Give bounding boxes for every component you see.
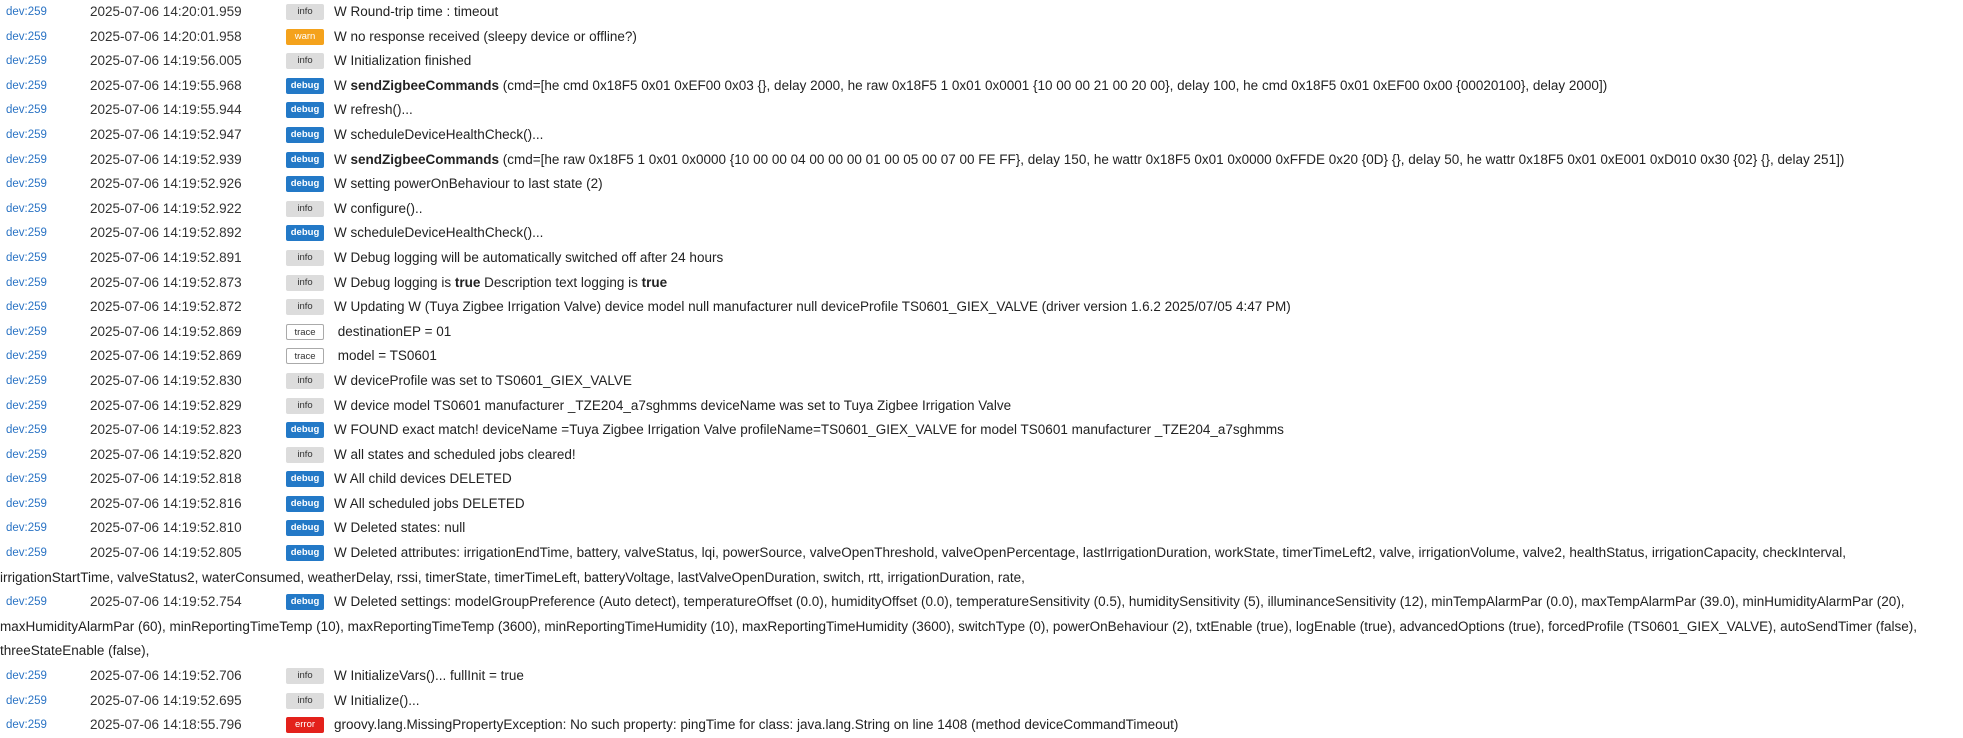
level-badge: info [286,693,324,709]
log-timestamp: 2025-07-06 14:19:52.820 [90,446,242,462]
level-badge: debug [286,422,324,438]
level-badge: info [286,299,324,315]
log-entry [0,394,1963,419]
level-badge: debug [286,225,324,241]
log-entry [0,344,1963,369]
log-timestamp: 2025-07-06 14:19:52.830 [90,372,242,388]
log-timestamp: 2025-07-06 14:19:52.818 [90,471,242,487]
level-badge: info [286,447,324,463]
device-link[interactable]: dev:259 [6,374,47,387]
log-message: W FOUND exact match! deviceName =Tuya Zigbee Irrigation Valve profileName=TS0601_GIEX_VALVE for model TS0601 manufacturer _TZE204_a7sghmms [334,422,1284,438]
device-link[interactable]: dev:259 [6,128,47,141]
log-message: W sendZigbeeCommands (cmd=[he raw 0x18F5 1 0x01 0x0000 {10 00 00 04 00 00 00 01 00 05 00 07 00 FE FF}, delay 150, he wattr 0x18F5 0x01 0x0000 0xFFDE 0x20 {0D} {}, delay 50, he wattr 0x18F5 0x01 0xE001 0xD010 0x30 {02} {}, delay 251]) [334,151,1845,167]
level-badge: debug [286,520,324,536]
device-link[interactable]: dev:259 [6,694,47,707]
log-entry [0,0,1963,25]
log-message: W setting powerOnBehaviour to last state (2) [334,176,603,192]
log-entry [0,443,1963,468]
log-message: W Debug logging is true Description text logging is true [334,274,668,290]
device-link[interactable]: dev:259 [6,6,47,18]
log-entry [0,98,1963,123]
log-message: W InitializeVars()... fullInit = true [334,668,524,684]
device-link[interactable]: dev:259 [6,719,47,732]
log-timestamp: 2025-07-06 14:19:55.944 [90,102,242,118]
device-link[interactable]: dev:259 [6,227,47,240]
log-entry [0,74,1963,99]
log-entry [0,295,1963,320]
level-badge: debug [286,152,324,168]
log-entry [0,197,1963,222]
log-message: W refresh()... [334,102,413,118]
log-entry [0,664,1963,689]
level-badge: trace [286,324,324,340]
level-badge: debug [286,102,324,118]
log-timestamp: 2025-07-06 14:19:52.922 [90,200,242,216]
log-timestamp: 2025-07-06 14:19:52.892 [90,225,242,241]
level-badge: debug [286,78,324,94]
log-timestamp: 2025-07-06 14:19:56.005 [90,53,242,69]
device-link[interactable]: dev:259 [6,55,47,68]
device-link[interactable]: dev:259 [6,202,47,215]
level-badge: warn [286,29,324,45]
log-message: W Updating W (Tuya Zigbee Irrigation Valve) device model null manufacturer null deviceProfile TS0601_GIEX_VALVE (driver version 1.6.2 2025/07/05 4:47 PM) [334,299,1291,315]
log-timestamp: 2025-07-06 14:20:01.959 [90,4,242,19]
log-timestamp: 2025-07-06 14:19:52.926 [90,176,242,192]
log-entry [0,172,1963,197]
level-badge: trace [286,348,324,364]
log-message: W all states and scheduled jobs cleared! [334,446,576,462]
log-entry [0,541,1963,590]
log-timestamp: 2025-07-06 14:19:52.947 [90,126,242,142]
log-entry [0,418,1963,443]
log-timestamp: 2025-07-06 14:19:52.869 [90,323,242,339]
log-message: W Deleted states: null [334,520,466,536]
device-link[interactable]: dev:259 [6,79,47,92]
log-message: W Round-trip time : timeout [334,4,499,19]
log-message: W scheduleDeviceHealthCheck()... [334,225,544,241]
level-badge: info [286,668,324,684]
log-message: groovy.lang.MissingPropertyException: No such property: pingTime for class: java.lang.String on line 1408 (method deviceCommandTimeout) [334,717,1179,733]
log-entry [0,689,1963,714]
device-link[interactable]: dev:259 [6,522,47,535]
device-link[interactable]: dev:259 [6,276,47,289]
log-timestamp: 2025-07-06 14:19:52.939 [90,151,242,167]
log-timestamp: 2025-07-06 14:19:52.816 [90,495,242,511]
log-timestamp: 2025-07-06 14:19:52.805 [90,545,242,561]
log-message: W Debug logging will be automatically switched off after 24 hours [334,249,724,265]
level-badge: debug [286,594,324,610]
log-timestamp: 2025-07-06 14:19:52.869 [90,348,242,364]
log-message: W sendZigbeeCommands (cmd=[he cmd 0x18F5 0x01 0xEF00 0x03 {}, delay 2000, he raw 0x18F5 1 0x01 0x0001 {10 00 00 21 00 20 00}, delay 100, he cmd 0x18F5 0x01 0xEF00 0x00 {00020100}, delay 2000]) [334,77,1608,93]
level-badge: info [286,250,324,266]
log-message: W Deleted settings: modelGroupPreference (Auto detect), temperatureOffset (0.0), humidityOffset (0.0), temperatureSensitivity (0.5), humiditySensitivity (5), illuminanceSensitivity (12), minTempAlarmPar (0.0), maxTempAlarmPar (39.0), minHumidityAlarmPar (20), maxHumidityAlarmPar (60), minReportingTimeTemp (10), maxReportingTimeTemp (3600), minReportingTimeHumidity (10), maxReportingTimeHumidity (3600), switchType (0), powerOnBehaviour (2), txtEnable (true), logEnable (true), advancedOptions (true), forcedProfile (TS0601_GIEX_VALVE), autoSendTimer (false), threeStateEnable (false), [0,594,1917,659]
level-badge: error [286,717,324,733]
log-message: W All child devices DELETED [334,471,512,487]
log-entry [0,221,1963,246]
level-badge: info [286,4,324,20]
log-message: destinationEP = 01 [334,323,452,339]
log-message: model = TS0601 [334,348,437,364]
log-timestamp: 2025-07-06 14:19:52.873 [90,274,242,290]
log-timestamp: 2025-07-06 14:19:52.695 [90,692,242,708]
log-message: W Deleted attributes: irrigationEndTime, battery, valveStatus, lqi, powerSource, valveOpenThreshold, valveOpenPercentage, lastIrrigationDuration, workState, timerTimeLeft2, valve, irrigationVolume, valve2, healthStatus, irrigationCapacity, checkInterval, irrigationStartTime, valveStatus2, waterConsumed, weatherDelay, rssi, timerState, timerTimeLeft, batteryVoltage, lastValveOpenDuration, switch, rtt, irrigationDuration, rate, [0,545,1846,585]
device-link[interactable]: dev:259 [6,325,47,338]
device-link[interactable]: dev:259 [6,301,47,314]
level-badge: debug [286,545,324,561]
log-entry [0,467,1963,492]
device-link[interactable]: dev:259 [6,399,47,412]
log-entry [0,246,1963,271]
log-entry [0,492,1963,517]
device-link[interactable]: dev:259 [6,178,47,191]
log-entry [0,516,1963,541]
log-timestamp: 2025-07-06 14:19:55.968 [90,77,242,93]
log-message: W deviceProfile was set to TS0601_GIEX_VALVE [334,372,632,388]
log-message: W no response received (sleepy device or offline?) [334,28,637,44]
level-badge: debug [286,127,324,143]
device-link[interactable]: dev:259 [6,448,47,461]
log-entry [0,123,1963,148]
level-badge: info [286,275,324,291]
log-message: W All scheduled jobs DELETED [334,495,525,511]
log-timestamp: 2025-07-06 14:19:52.891 [90,249,242,265]
log-timestamp: 2025-07-06 14:20:01.958 [90,28,242,44]
log-timestamp: 2025-07-06 14:19:52.706 [90,668,242,684]
log-entry [0,25,1963,50]
level-badge: info [286,373,324,389]
log-timestamp: 2025-07-06 14:19:52.754 [90,594,242,610]
device-link[interactable]: dev:259 [6,670,47,683]
log-entry [0,369,1963,394]
device-link[interactable]: dev:259 [6,424,47,437]
log-timestamp: 2025-07-06 14:18:55.796 [90,717,242,733]
log-message: W device model TS0601 manufacturer _TZE204_a7sghmms deviceName was set to Tuya Zigbee Irrigation Valve [334,397,1012,413]
level-badge: info [286,201,324,217]
device-link[interactable]: dev:259 [6,251,47,264]
device-link[interactable]: dev:259 [6,547,47,560]
log-entry [0,148,1963,173]
level-badge: debug [286,496,324,512]
device-link[interactable]: dev:259 [6,473,47,486]
device-link[interactable]: dev:259 [6,30,47,43]
log-timestamp: 2025-07-06 14:19:52.872 [90,299,242,315]
log-entry [0,320,1963,345]
log-message: W configure().. [334,200,423,216]
log-message: W Initialize()... [334,692,420,708]
level-badge: info [286,53,324,69]
log-timestamp: 2025-07-06 14:19:52.829 [90,397,242,413]
device-link[interactable]: dev:259 [6,350,47,363]
log-timestamp: 2025-07-06 14:19:52.823 [90,422,242,438]
device-link[interactable]: dev:259 [6,104,47,117]
log-entry [0,590,1963,664]
log-message: W Initialization finished [334,53,472,69]
log-entry [0,271,1963,296]
level-badge: debug [286,176,324,192]
device-link[interactable]: dev:259 [6,497,47,510]
log-entry [0,713,1963,738]
log-timestamp: 2025-07-06 14:19:52.810 [90,520,242,536]
log-entry [0,49,1963,74]
log-message: W scheduleDeviceHealthCheck()... [334,126,544,142]
device-link[interactable]: dev:259 [6,596,47,609]
level-badge: debug [286,471,324,487]
device-link[interactable]: dev:259 [6,153,47,166]
level-badge: info [286,398,324,414]
